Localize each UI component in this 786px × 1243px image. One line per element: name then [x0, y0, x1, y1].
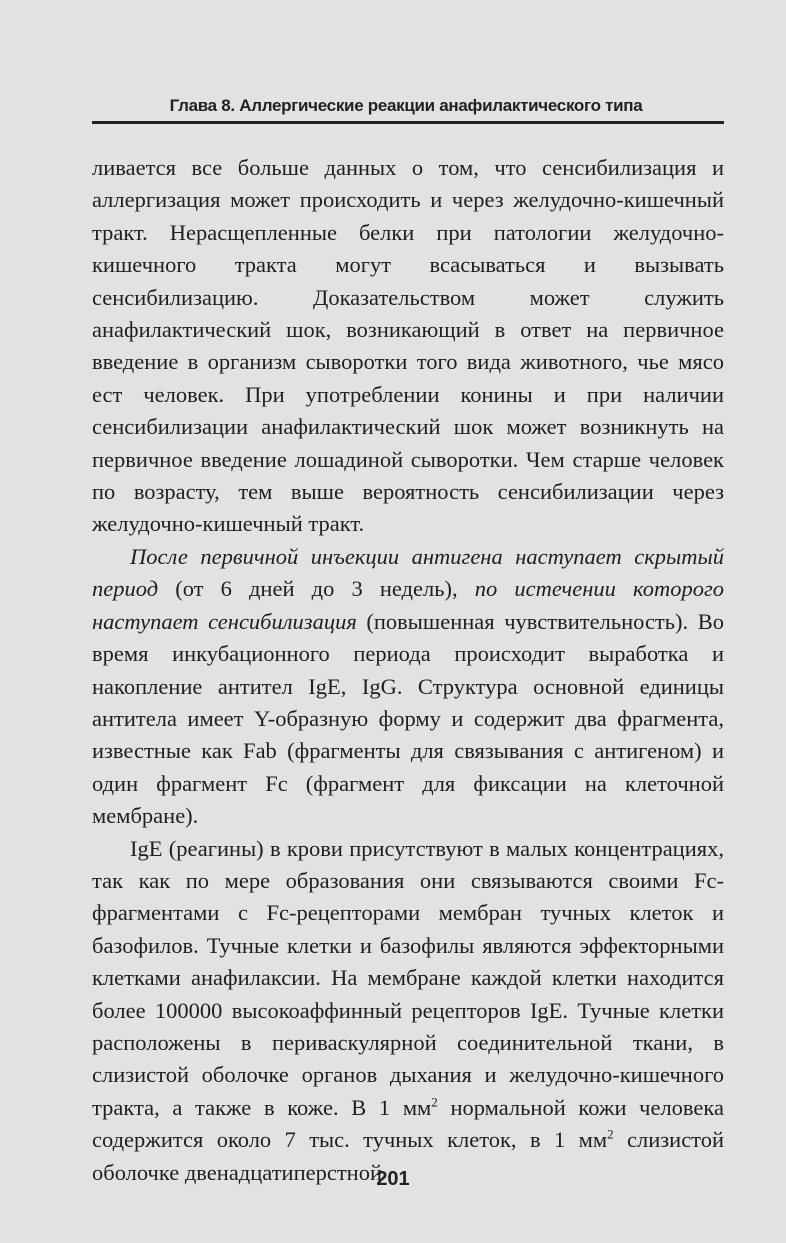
running-header: Глава 8. Аллергические реакции анафилактического типа	[169, 96, 643, 115]
paragraph-3-text-c: слизистой оболочке двенадцатиперстной	[92, 1127, 725, 1185]
body-text	[92, 152, 724, 1189]
paragraph-3-text-a: IgE (реагины) в крови присутствуют в малых концентрациях, так как по мере образования они связываются своими Fc-фрагментами с Fc-рецепторами мембран тучных клеток и базофилов. Тучные клетки и базофилы являются эффекторными клетками анафилаксии. На мембране каждой клетки находится более 100000 высокоаффинный рецепторов IgE. Тучные клетки расположены в периваскулярной соединительной ткани, в слизистой оболочке органов дыхания и желудочно-кишечного тракта, а также в коже. В 1 мм	[92, 835, 724, 1120]
paragraph-3	[92, 833, 724, 1189]
italic-phrase-2: по истечении которого наступает сенсибилизация	[92, 576, 724, 634]
superscript-2b: 2	[607, 1126, 614, 1142]
header-rule	[92, 121, 724, 124]
paragraph-2	[92, 541, 724, 833]
paragraph-3-text-b: нормальной кожи человека содержится около 7 тыс. тучных клеток, в 1 мм	[92, 1094, 724, 1153]
paragraph-2-text-b: (повышенная чувствительность). Во время инкубационного периода происходит выработка и накопление антител IgE, IgG. Структура основной единицы антитела имеет Y-образную форму и содержит два фрагмента, известные как Fab (фрагменты для связывания с антигеном) и один фрагмент Fc (фрагмент для фиксации на клеточной мембране).	[92, 608, 724, 829]
italic-phrase-1: После первичной инъекции антигена наступает скрытый период	[92, 543, 724, 602]
superscript-2: 2	[431, 1094, 438, 1110]
paragraph-1: ливается все больше данных о том, что сенсибилизация и аллергизация может происходить и через желудочно-кишечный тракт. Нерасщепленные белки при патологии желудочно-кишечного тракта могут всасываться и вызывать сенсибилизацию. Доказательством может служить анафилактический шок, возникающий в ответ на первичное введение в организм сыворотки того вида животного, чье мясо ест человек. При употреблении конины и при наличии сенсибилизации анафилактический шок может возникнуть на первичное введение лошадиной сыворотки. Чем старше человек по возрасту, тем выше вероятность сенсибилизации через желудочно-кишечный тракт.	[92, 155, 724, 537]
page-number: 201	[376, 1168, 410, 1190]
paragraph-2-text-a: (от 6 дней до 3 недель),	[158, 576, 475, 602]
